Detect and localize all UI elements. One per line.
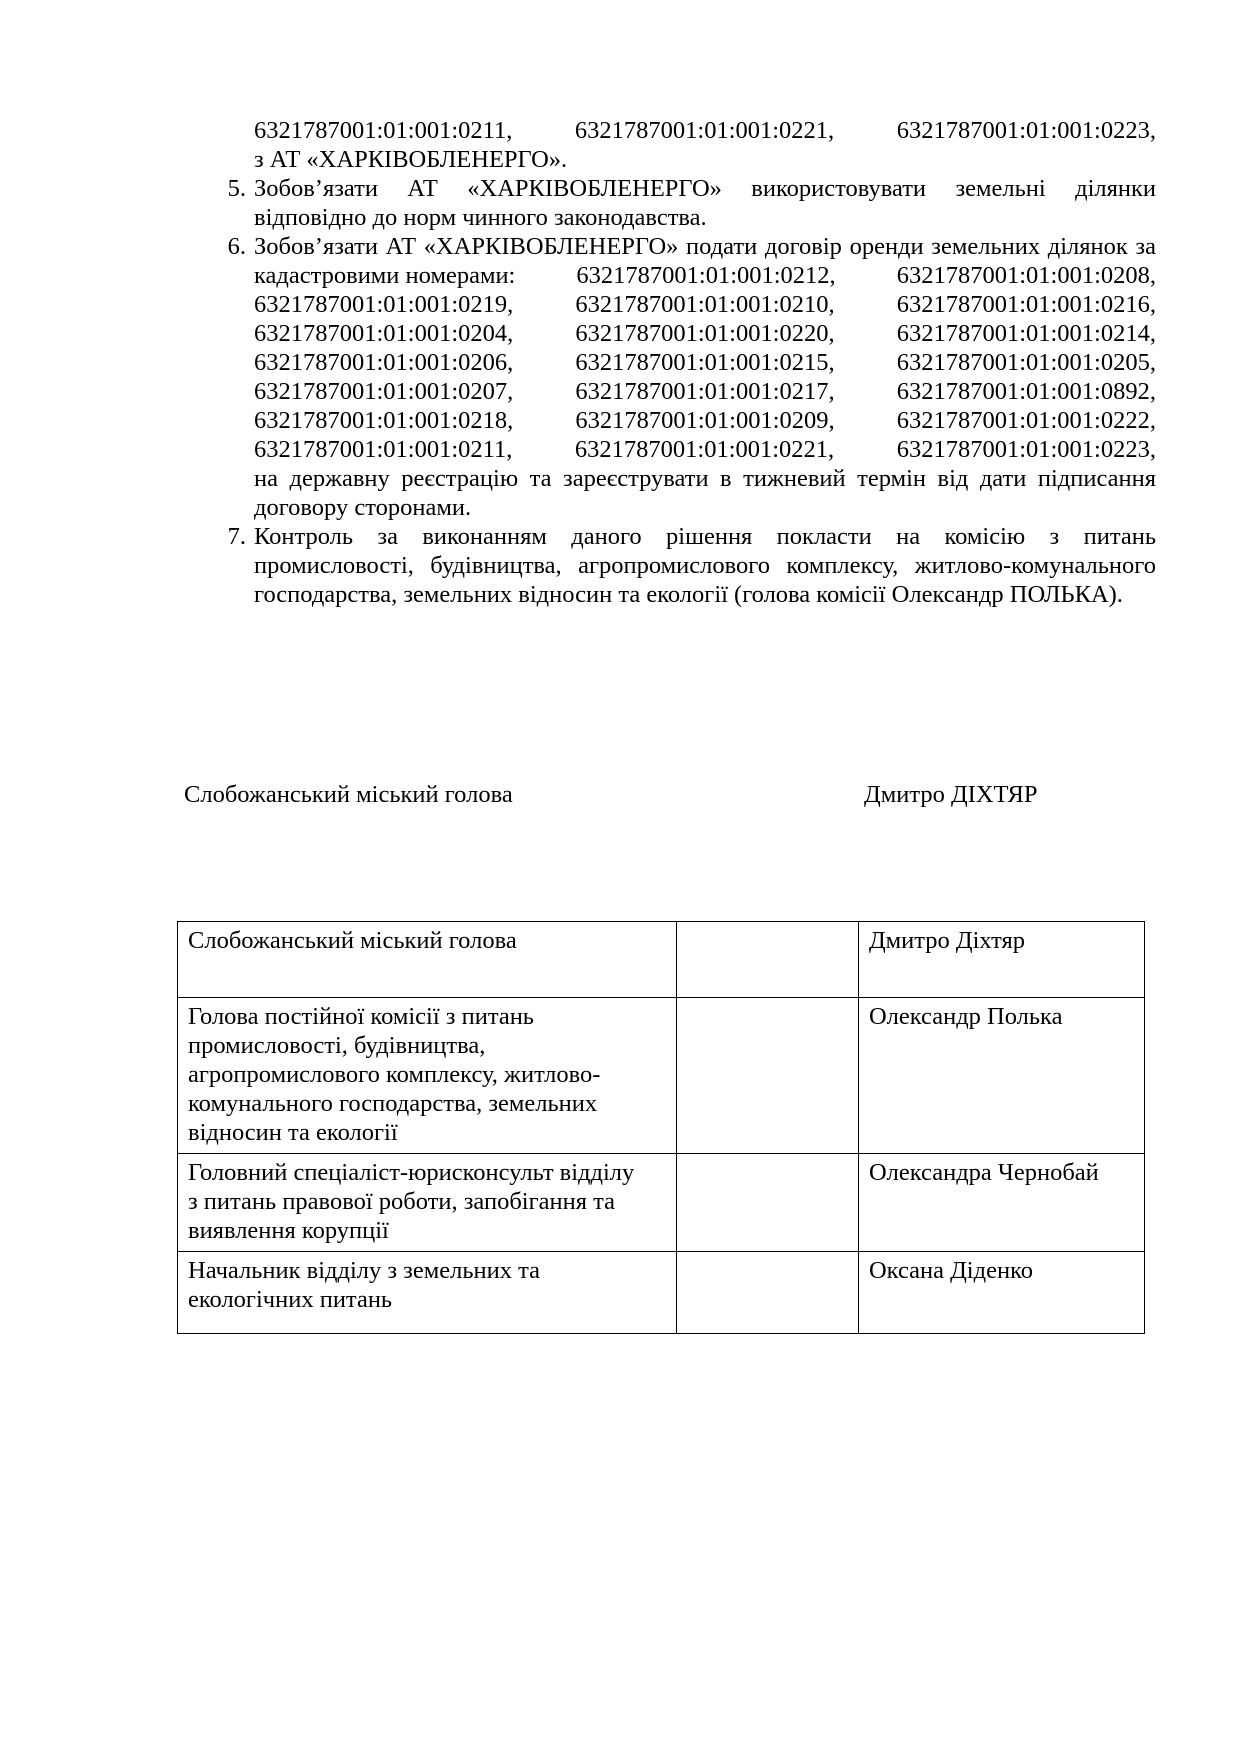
cadastral-number: 6321787001:01:001:0217, bbox=[575, 378, 835, 405]
cadastral-row bbox=[254, 116, 1156, 145]
continuation-text: з АТ «ХАРКІВОБЛЕНЕРГО». bbox=[254, 146, 568, 173]
name-cell: Оксана Діденко bbox=[858, 1252, 1144, 1334]
cadastral-row bbox=[254, 406, 1156, 435]
cadastral-number: 6321787001:01:001:0216, bbox=[896, 291, 1156, 318]
cadastral-number: 6321787001:01:001:0208, bbox=[896, 262, 1156, 289]
cadastral-number: 6321787001:01:001:0205, bbox=[896, 349, 1156, 376]
item-text-line: договору сторонами. bbox=[254, 494, 472, 521]
position-text-line: агропромислового комплексу, житлово- bbox=[188, 1061, 601, 1088]
item-text-line: Зобов’язати АТ «ХАРКІВОБЛЕНЕРГО» використовувати земельні ділянки bbox=[254, 175, 1156, 202]
table-row bbox=[178, 1252, 1145, 1334]
position-text-line: промисловості, будівництва, bbox=[188, 1032, 486, 1059]
signature-cell bbox=[677, 1154, 859, 1252]
cadastral-row bbox=[254, 435, 1156, 464]
cadastral-number: 6321787001:01:001:0215, bbox=[575, 349, 835, 376]
cadastral-number: 6321787001:01:001:0223, bbox=[896, 117, 1156, 144]
position-cell bbox=[178, 1154, 677, 1252]
position-text-line: комунального господарства, земельних bbox=[188, 1090, 598, 1117]
cadastral-label: кадастровими номерами: bbox=[254, 262, 516, 289]
cadastral-number: 6321787001:01:001:0222, bbox=[896, 407, 1156, 434]
table-row bbox=[178, 998, 1145, 1154]
cadastral-row bbox=[254, 319, 1156, 348]
signature-cell bbox=[677, 1252, 859, 1334]
approval-table bbox=[177, 921, 1145, 1334]
item-text-line: промисловості, будівництва, агропромислового комплексу, житлово-комунального bbox=[254, 552, 1156, 579]
position-text: Слобожанський міський голова bbox=[188, 927, 517, 954]
position-text-line: відносин та екології bbox=[188, 1119, 398, 1146]
item-number: 7. bbox=[227, 523, 246, 550]
item-text-line: на державну реєстрацію та зареєструвати в тижневий термін від дати підписання bbox=[254, 465, 1156, 492]
name-cell: Олександр Полька bbox=[858, 998, 1144, 1154]
position-cell bbox=[178, 922, 677, 998]
position-text-line: виявлення корупції bbox=[188, 1217, 389, 1244]
cadastral-row bbox=[254, 261, 1156, 290]
cadastral-number: 6321787001:01:001:0211, bbox=[254, 436, 513, 463]
cadastral-number: 6321787001:01:001:0219, bbox=[254, 291, 514, 318]
table-row bbox=[178, 1154, 1145, 1252]
decision-body bbox=[210, 116, 1156, 609]
position-text-line: з питань правової роботи, запобігання та bbox=[188, 1188, 616, 1215]
decision-item-5 bbox=[210, 174, 1156, 232]
cadastral-number: 6321787001:01:001:0892, bbox=[896, 378, 1156, 405]
cadastral-number: 6321787001:01:001:0221, bbox=[574, 436, 835, 463]
position-text-line: Начальник відділу з земельних та bbox=[188, 1257, 540, 1284]
position-text-line: Головний спеціаліст-юрисконсульт відділу bbox=[188, 1159, 635, 1186]
cadastral-row bbox=[254, 290, 1156, 319]
cadastral-row bbox=[254, 348, 1156, 377]
signatory-name: Дмитро ДІХТЯР bbox=[864, 781, 1038, 808]
cadastral-number: 6321787001:01:001:0223, bbox=[896, 436, 1156, 463]
decision-item-6 bbox=[210, 232, 1156, 522]
name-cell: Дмитро Діхтяр bbox=[858, 922, 1144, 998]
signature-cell bbox=[677, 998, 859, 1154]
cadastral-number: 6321787001:01:001:0204, bbox=[254, 320, 514, 347]
cadastral-number: 6321787001:01:001:0211, bbox=[254, 117, 513, 144]
item-text-line: господарства, земельних відносин та екології (голова комісії Олександр ПОЛЬКА). bbox=[254, 581, 1123, 608]
name-cell: Олександра Чернобай bbox=[858, 1154, 1144, 1252]
item-text-line: Зобов’язати АТ «ХАРКІВОБЛЕНЕРГО» подати договір оренди земельних ділянок за bbox=[254, 233, 1156, 260]
cadastral-number: 6321787001:01:001:0214, bbox=[896, 320, 1156, 347]
position-text-line: екологічних питань bbox=[188, 1286, 393, 1313]
cadastral-number: 6321787001:01:001:0209, bbox=[575, 407, 835, 434]
item-number: 5. bbox=[227, 175, 246, 202]
table-row bbox=[178, 922, 1145, 998]
cadastral-number: 6321787001:01:001:0220, bbox=[575, 320, 835, 347]
item-number: 6. bbox=[227, 233, 246, 260]
signature-cell bbox=[677, 922, 859, 998]
signatory-title: Слобожанський міський голова bbox=[184, 781, 513, 808]
cadastral-number: 6321787001:01:001:0207, bbox=[254, 378, 514, 405]
cadastral-number: 6321787001:01:001:0210, bbox=[575, 291, 835, 318]
item-text-line: Контроль за виконанням даного рішення покласти на комісію з питань bbox=[254, 523, 1156, 550]
cadastral-number: 6321787001:01:001:0212, bbox=[576, 262, 836, 289]
cadastral-number: 6321787001:01:001:0221, bbox=[574, 117, 835, 144]
continuation-block bbox=[254, 116, 1156, 174]
cadastral-number: 6321787001:01:001:0218, bbox=[254, 407, 514, 434]
cadastral-row bbox=[254, 377, 1156, 406]
position-text-line: Голова постійної комісії з питань bbox=[188, 1003, 534, 1030]
position-cell bbox=[178, 1252, 677, 1334]
position-cell bbox=[178, 998, 677, 1154]
decision-item-7 bbox=[210, 522, 1156, 609]
item-text-line: відповідно до норм чинного законодавства. bbox=[254, 204, 707, 231]
cadastral-number: 6321787001:01:001:0206, bbox=[254, 349, 514, 376]
